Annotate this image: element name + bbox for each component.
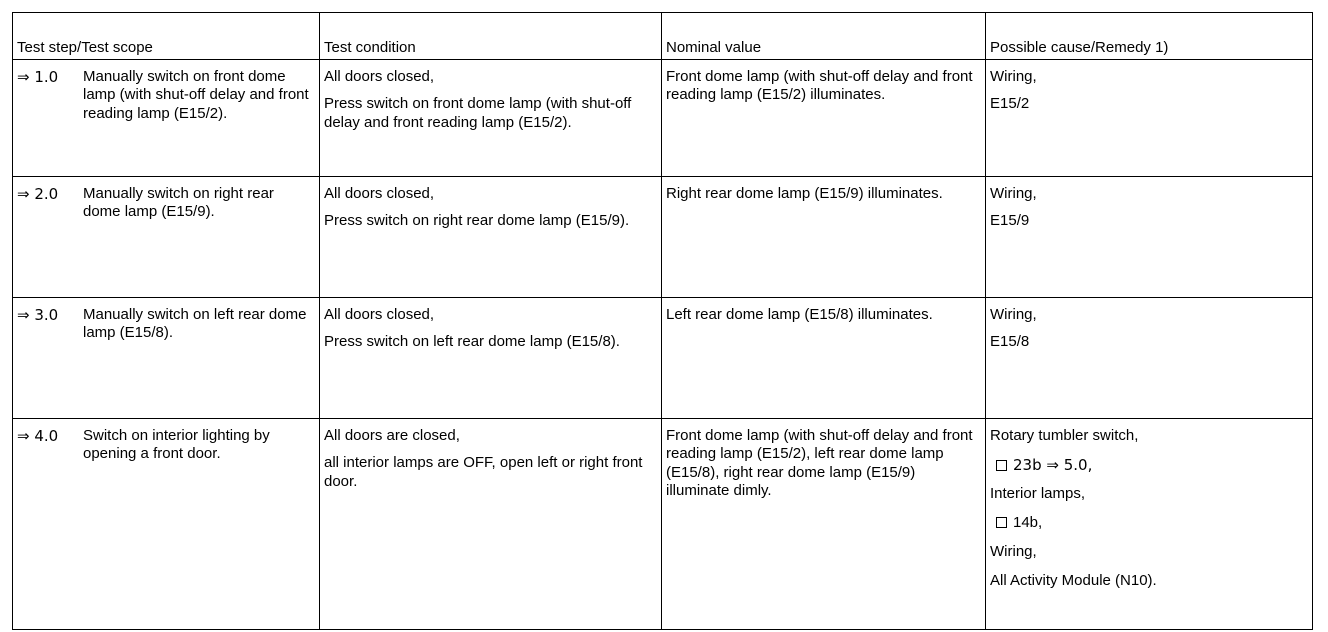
remedy-reference: 14b, — [1013, 513, 1043, 531]
remedy-reference-line — [990, 514, 1308, 532]
remedy-line: Wiring, — [990, 185, 1037, 202]
remedy-reference: 23b ⇒ 5.0, — [1013, 456, 1093, 475]
header-possible-cause: Possible cause/Remedy 1) — [986, 13, 1313, 60]
header-nominal-value: Nominal value — [662, 13, 986, 60]
nominal-value-cell: Right rear dome lamp (E15/9) illuminates. — [662, 177, 986, 298]
condition-line: all interior lamps are OFF, open left or right front door. — [324, 454, 643, 490]
box-icon — [996, 517, 1007, 528]
table-row — [13, 419, 1313, 630]
header-test-condition: Test condition — [320, 13, 662, 60]
test-condition-cell — [320, 177, 662, 298]
condition-line: All doors closed, — [324, 306, 435, 323]
remedy-line: Wiring, — [990, 543, 1037, 561]
nominal-value-cell: Front dome lamp (with shut-off delay and front reading lamp (E15/2), left rear dome lamp (E15/8), right rear dome lamp (E15/9) illuminate dimly. — [662, 419, 986, 630]
remedy-cell — [986, 177, 1313, 298]
test-step-cell — [13, 419, 320, 630]
nominal-value-cell: Left rear dome lamp (E15/8) illuminates. — [662, 298, 986, 419]
test-step-cell — [13, 298, 320, 419]
condition-line: All doors closed, — [324, 68, 435, 85]
remedy-line: Interior lamps, — [990, 484, 1086, 502]
step-number: ⇒ 4.0 — [17, 427, 59, 445]
remedy-cell — [986, 419, 1313, 630]
condition-line: Press switch on right rear dome lamp (E15/9). — [324, 212, 630, 230]
nominal-value-cell: Front dome lamp (with shut-off delay and front reading lamp (E15/2) illuminates. — [662, 60, 986, 177]
step-number: ⇒ 1.0 — [17, 68, 59, 86]
remedy-reference-line — [990, 456, 1308, 475]
table-row — [13, 60, 1313, 177]
condition-line: Press switch on left rear dome lamp (E15/8). — [324, 333, 620, 351]
step-scope: Manually switch on front dome lamp (with shut-off delay and front reading lamp (E15/2). — [83, 68, 309, 122]
test-step-cell — [13, 60, 320, 177]
condition-line: All doors closed, — [324, 185, 435, 202]
remedy-cell — [986, 298, 1313, 419]
remedy-line: Wiring, — [990, 68, 1037, 85]
test-table — [12, 12, 1313, 630]
box-icon — [996, 460, 1007, 471]
remedy-line: Wiring, — [990, 306, 1037, 323]
step-number: ⇒ 2.0 — [17, 185, 59, 203]
remedy-line: E15/9 — [990, 212, 1030, 230]
remedy-cell — [986, 60, 1313, 177]
header-test-step: Test step/Test scope — [13, 13, 320, 60]
remedy-line: E15/2 — [990, 95, 1030, 113]
step-number: ⇒ 3.0 — [17, 306, 59, 324]
test-condition-cell — [320, 298, 662, 419]
remedy-line: Rotary tumbler switch, — [990, 427, 1139, 444]
condition-line: All doors are closed, — [324, 427, 460, 444]
step-scope: Manually switch on right rear dome lamp (E15/9). — [83, 185, 274, 221]
table-row — [13, 177, 1313, 298]
step-scope: Switch on interior lighting by opening a front door. — [83, 427, 270, 463]
condition-line: Press switch on front dome lamp (with shut-off delay and front reading lamp (E15/2). — [324, 95, 632, 131]
remedy-line: All Activity Module (N10). — [990, 572, 1157, 590]
table-row — [13, 298, 1313, 419]
header-row — [13, 13, 1313, 60]
step-scope: Manually switch on left rear dome lamp (E15/8). — [83, 306, 307, 342]
remedy-line: E15/8 — [990, 333, 1030, 351]
test-condition-cell — [320, 419, 662, 630]
test-step-cell — [13, 177, 320, 298]
test-condition-cell — [320, 60, 662, 177]
